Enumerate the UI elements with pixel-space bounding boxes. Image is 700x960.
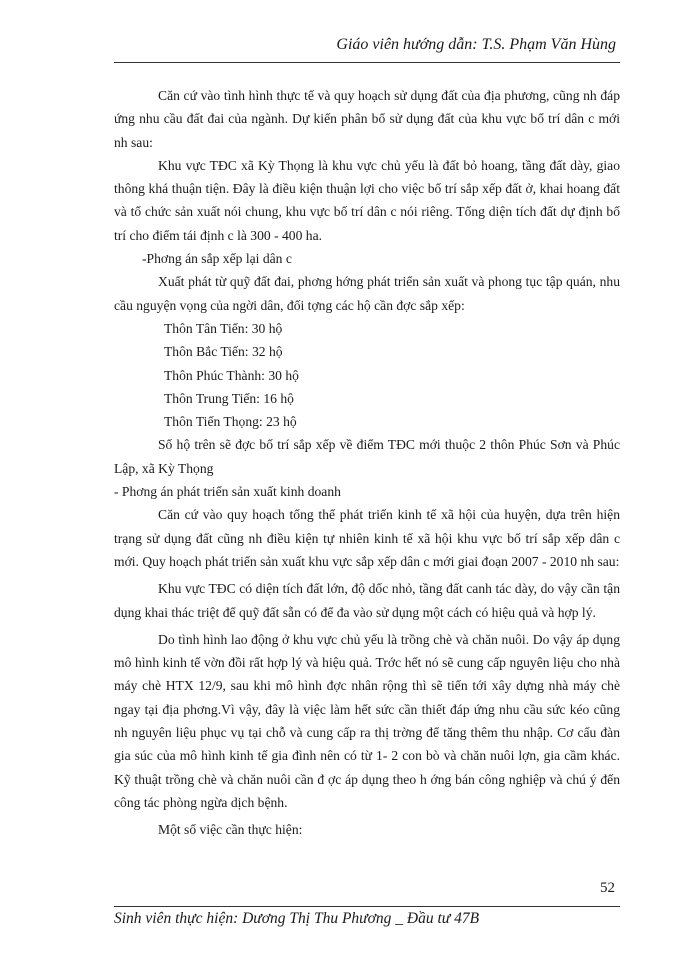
section-heading-resettlement-plan: -Phơng án sắp xếp lại dân c: [142, 251, 292, 267]
hamlet-item: Thôn Phúc Thành: 30 hộ: [164, 367, 299, 383]
paragraph-land-use: Khu vực TĐC có diện tích đất lớn, độ dốc nhỏ, tầng đất canh tác dày, do vậy cần tận dụng khai thác triệt để quỹ đất sẵn có để đa vào sử dụng một cách có hiệu quả và hợp lý.: [114, 581, 620, 620]
header-divider: [114, 62, 620, 63]
paragraph-planning-basis: Căn cứ vào quy hoạch tổng thể phát triển kinh tế xã hội của huyện, dựa trên hiện trạng sử dụng đất cũng nh điều kiện tự nhiên kinh tế xã hội khu vực bố trí sắp xếp dân c mới. Quy hoạch phát triển sản xuất khu vực sắp xếp dân c mới giai đoạn 2007 - 2010 nh sau:: [114, 507, 620, 569]
paragraph-tasks-intro: Một số việc cần thực hiện:: [158, 822, 303, 838]
paragraph-resettlement-basis: Xuất phát từ quỹ đất đai, phơng hớng phát triển sản xuất và phong tục tập quán, nhu cầu nguyện vọng của ngời dân, đối tợng các hộ cần đợc sắp xếp:: [114, 274, 620, 313]
hamlet-item: Thôn Tân Tiến: 30 hộ: [164, 320, 283, 336]
paragraph-area-description: Khu vực TĐC xã Kỳ Thọng là khu vực chủ yếu là đất bỏ hoang, tầng đất dày, giao thông khá thuận tiện. Đây là điều kiện thuận lợi cho việc bố trí sắp xếp đất ở, khai hoang đất và tổ chức sản xuất nói chung, khu vực bố trí dân c nói riêng. Tổng diện tích đất dự định bố trí cho điểm tái định c là 300 - 400 ha.: [114, 157, 620, 243]
hamlet-item: Thôn Trung Tiến: 16 hộ: [164, 390, 294, 406]
footer-divider: [114, 906, 620, 907]
hamlet-item: Thôn Bắc Tiến: 32 hộ: [164, 344, 283, 360]
paragraph-households-relocation: Số hộ trên sẽ đợc bố trí sắp xếp về điểm TĐC mới thuộc 2 thôn Phúc Sơn và Phúc Lập, xã Kỳ Thọng: [114, 437, 620, 476]
hamlet-item: Thôn Tiến Thọng: 23 hộ: [164, 414, 297, 430]
paragraph-economic-model: Do tình hình lao động ở khu vực chủ yếu là trồng chè và chăn nuôi. Do vậy áp dụng mô hình kinh tế vờn đồi rất hợp lý và hiệu quả. Trớc hết nó sẽ cung cấp nguyên liệu cho nhà máy chè HTX 12/9, sau khi mô hình đợc nhân rộng thì sẽ tiến tới xây dựng nhà máy chè ngay tại địa phơng.Vì vậy, đây là việc làm hết sức cần thiết đáp ứng nhu cầu sức kéo cũng nh nguyên liệu phục vụ tại chỗ và cung cấp ra thị trờng để tăng thêm thu nhập. Cơ cấu đàn gia súc của mô hình kinh tế gia đình nên có từ 1- 2 con bò và chăn nuôi lợn, gia cầm khác. Kỹ thuật trồng chè và chăn nuôi cần đ ợc áp dụng theo h ớng bán công nghiệp và chú ý đến công tác phòng ngừa dịch bệnh.: [114, 631, 620, 810]
page-number: 52: [600, 880, 615, 896]
page-header-supervisor: Giáo viên hướng dẫn: T.S. Phạm Văn Hùng: [336, 36, 616, 53]
section-heading-production-plan: - Phơng án phát triển sản xuất kinh doanh: [114, 484, 341, 500]
paragraph-intro: Căn cứ vào tình hình thực tế và quy hoạch sử dụng đất của địa phương, cũng nh đáp ứng nhu cầu đất đai của ngành. Dự kiến phân bổ sử dụng đất của khu vực bố trí dân c mới nh sau:: [114, 88, 620, 150]
hamlet-list: [114, 317, 620, 433]
document-body: [114, 84, 620, 842]
page-footer-student: Sinh viên thực hiện: Dương Thị Thu Phương _ Đầu tư 47B: [114, 910, 480, 927]
